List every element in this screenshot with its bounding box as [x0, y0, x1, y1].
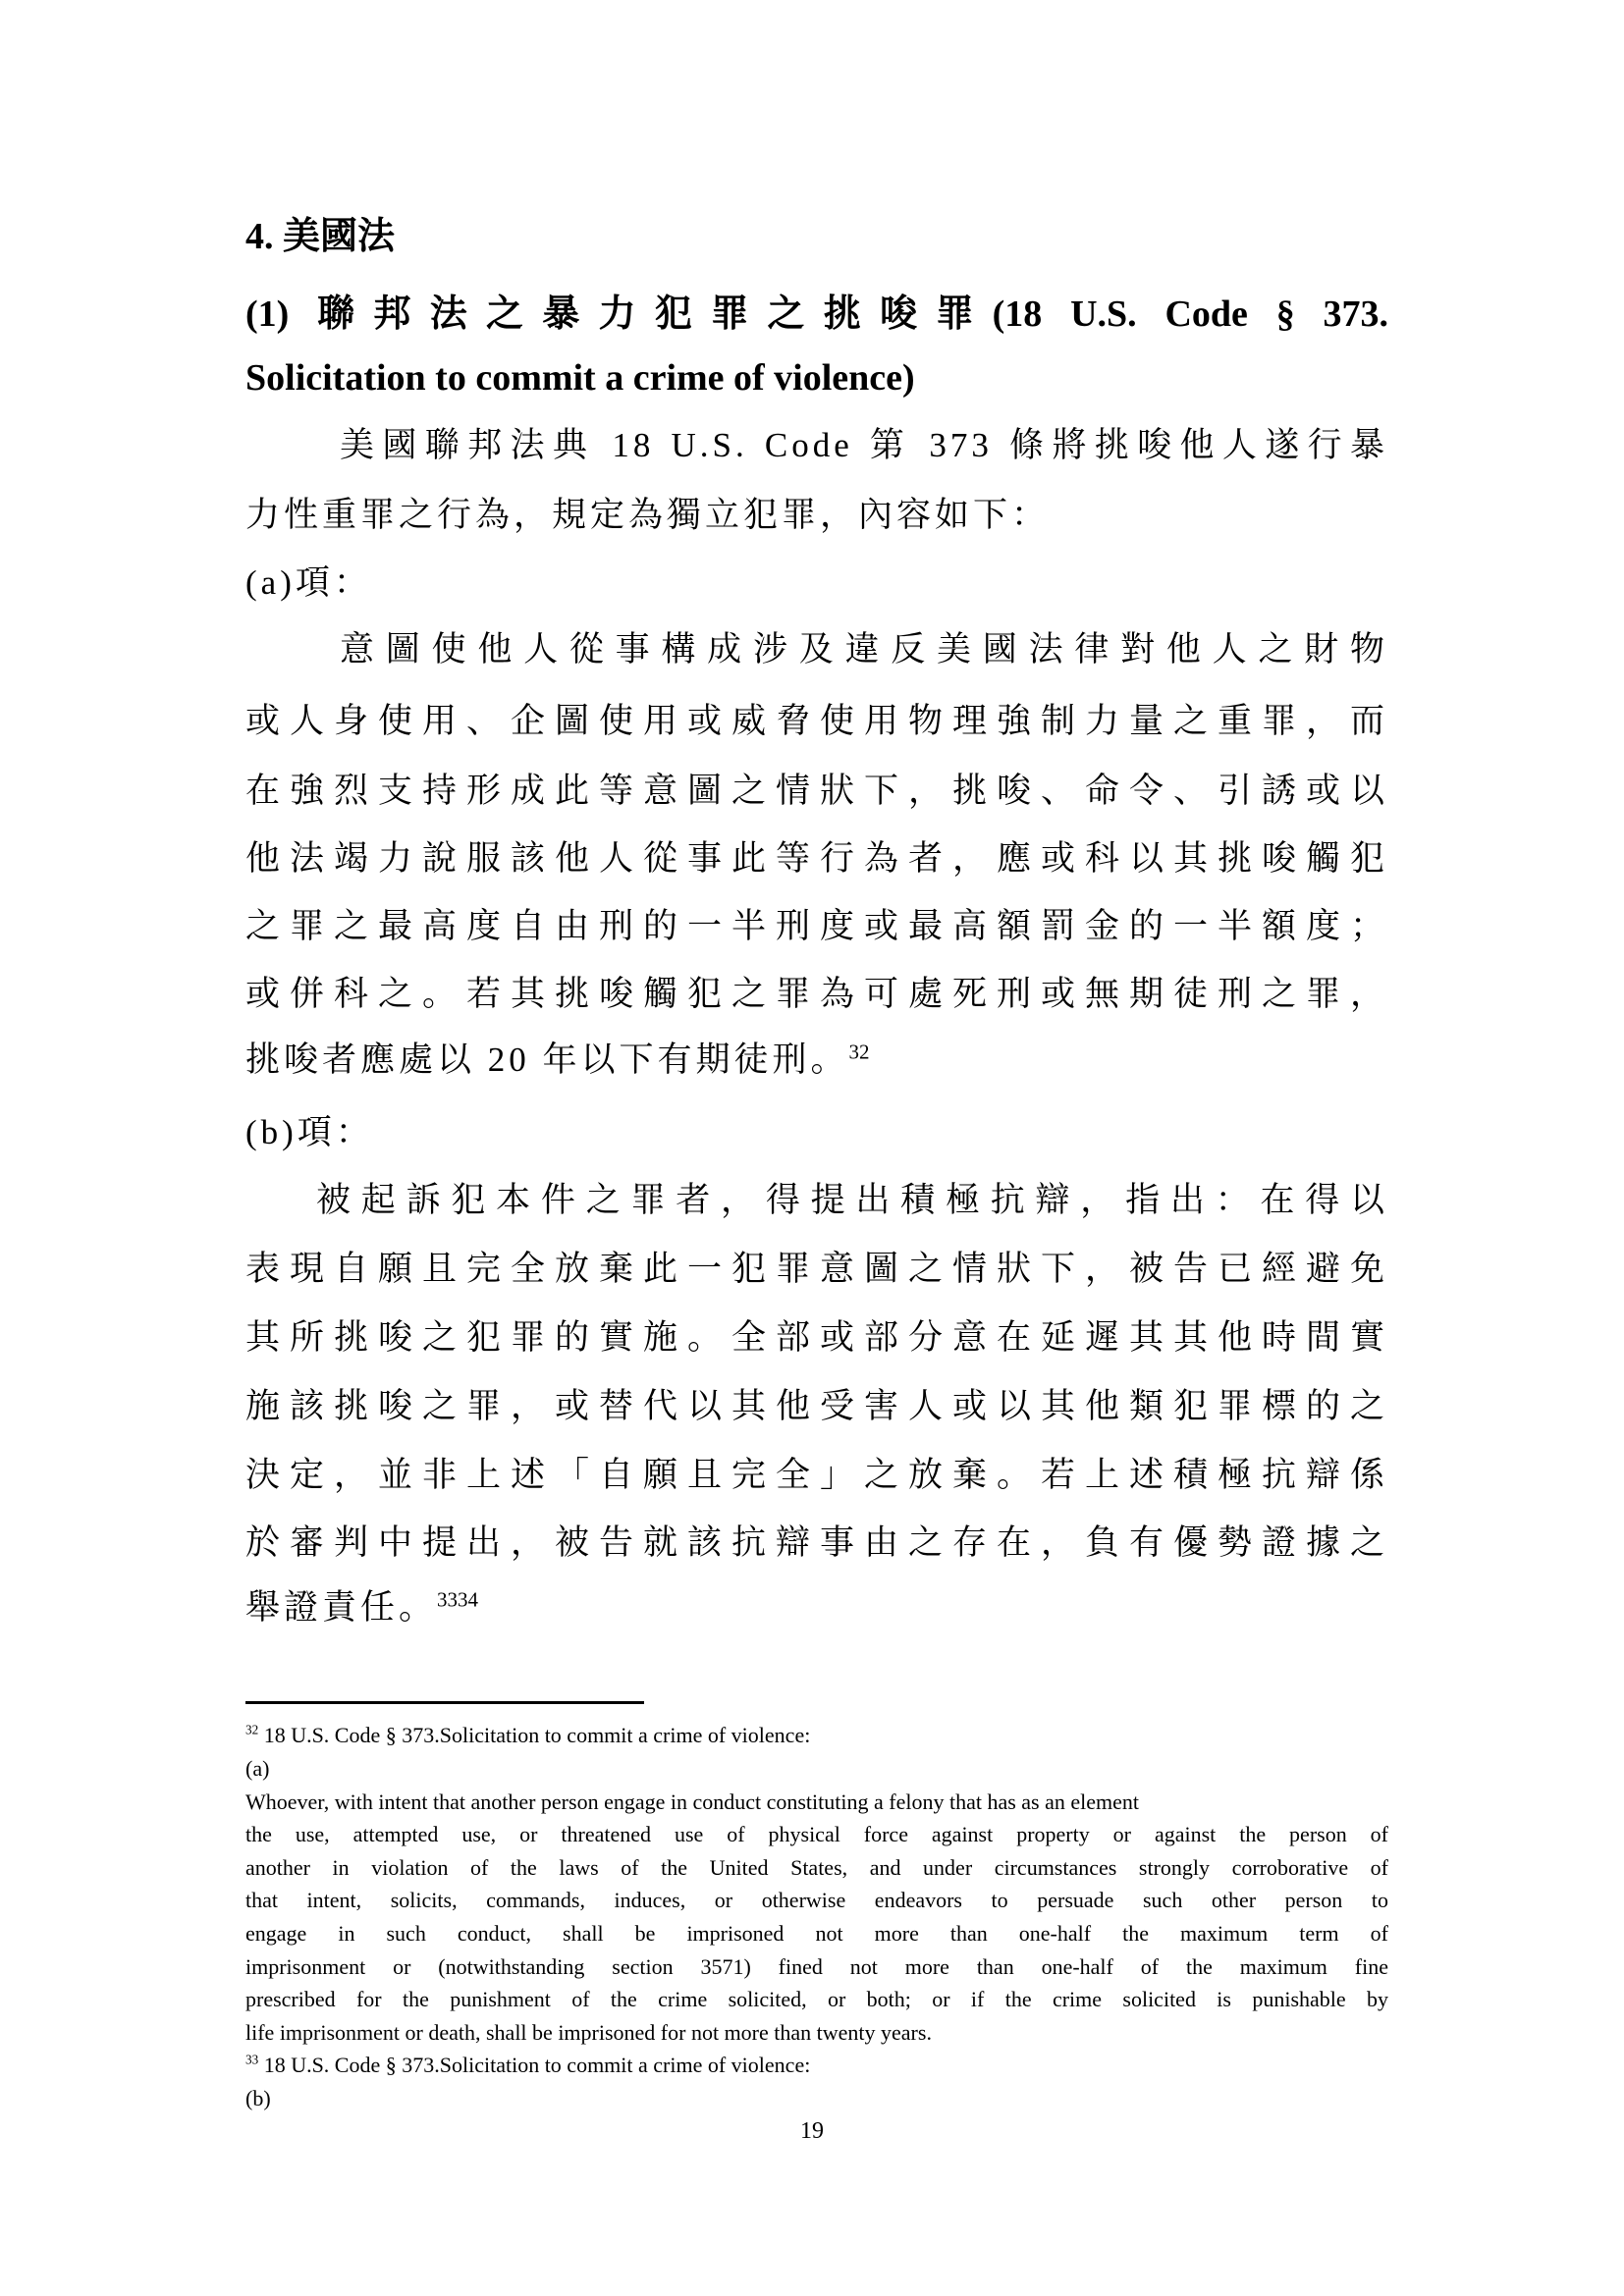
footnote-line — [245, 1818, 1388, 1851]
footnote-line — [245, 1884, 1388, 1917]
section-heading: 4. 美國法 — [245, 216, 396, 257]
body-text: 力性重罪之行為，規定為獨立犯罪，內容如下： — [245, 496, 1051, 534]
footnote-line — [245, 1752, 1388, 1786]
footnote-line — [245, 2082, 1388, 2115]
footnote-line — [245, 2016, 1388, 2050]
body-text: 他法竭力說服該他人從事此等行為者，應或科以其挑唆觸犯 — [245, 839, 1388, 878]
subsection-heading-line-1: (1) 聯邦法之暴力犯罪之挑唆罪(18 U.S. Code § 373. — [245, 294, 1388, 335]
footnote-text: imprisonment or (notwithstanding section 3571) fined not more than one-half of the maximum fine — [245, 1954, 1388, 1979]
footnote-line — [245, 1851, 1388, 1885]
body-text: 之罪之最高度自由刑的一半刑度或最高額罰金的一半額度； — [245, 907, 1388, 945]
footnote-ref[interactable]: 3334 — [437, 1587, 479, 1612]
footnote-number: 32 — [245, 1722, 259, 1737]
body-text: 被起訴犯本件之罪者，得提出積極抗辯，指出：在得以 — [316, 1181, 1388, 1219]
subsection-heading-line-2: Solicitation to commit a crime of violence) — [245, 357, 915, 399]
footnote-text: Whoever, with intent that another person engage in conduct constituting a felony that has as an element — [245, 1789, 1140, 1814]
body-line — [340, 620, 1388, 679]
body-text: (b)項： — [245, 1113, 374, 1151]
body-text: (a)項： — [245, 563, 372, 602]
body-line — [245, 1377, 1388, 1436]
footnote-number: 33 — [245, 2052, 259, 2067]
footnote-text: 18 U.S. Code § 373.Solicitation to commit a crime of violence: — [258, 1723, 811, 1747]
footnote-line — [245, 1786, 1388, 1819]
body-text: 挑唆者應處以 20 年以下有期徒刑。 — [245, 1041, 849, 1079]
body-text: 舉證責任。 — [245, 1588, 438, 1627]
body-line — [340, 416, 1388, 475]
footnote-line — [245, 1719, 1388, 1752]
body-line — [245, 1031, 1388, 1090]
body-text: 其所挑唆之犯罪的實施。全部或部分意在延遲其其他時間實 — [245, 1318, 1388, 1357]
body-line — [245, 554, 1388, 613]
body-text: 決定，並非上述「自願且完全」之放棄。若上述積極抗辯係 — [245, 1456, 1388, 1494]
body-line — [245, 1446, 1388, 1505]
footnote-ref[interactable]: 32 — [848, 1040, 870, 1064]
body-line — [245, 965, 1388, 1024]
footnote-separator — [245, 1701, 644, 1704]
body-text: 施該挑唆之罪，或替代以其他受害人或以其他類犯罪標的之 — [245, 1387, 1388, 1425]
footnote-text: prescribed for the punishment of the crime solicited, or both; or if the crime solicited is punishable by — [245, 1987, 1388, 2011]
footnote-line — [245, 1983, 1388, 2016]
body-text: 於審判中提出，被告就該抗辯事由之存在，負有優勢證據之 — [245, 1523, 1388, 1562]
footnote-line — [245, 2049, 1388, 2082]
footnote-text: another in violation of the laws of the United States, and under circumstances strongly corroborative of — [245, 1855, 1388, 1880]
body-text: 或人身使用、企圖使用或威脅使用物理強制力量之重罪，而 — [245, 702, 1388, 740]
body-line — [245, 1308, 1388, 1367]
body-line — [245, 897, 1388, 956]
footnote-text: that intent, solicits, commands, induces, or otherwise endeavors to persuade such other person to — [245, 1888, 1388, 1912]
body-line — [245, 762, 1388, 821]
page-number: 19 — [800, 2118, 824, 2144]
footnote-text: engage in such conduct, shall be imprisoned not more than one-half the maximum term of — [245, 1921, 1388, 1946]
body-line — [245, 1240, 1388, 1299]
footnote-text: (b) — [245, 2086, 271, 2110]
body-text: 在強烈支持形成此等意圖之情狀下，挑唆、命令、引誘或以 — [245, 772, 1388, 810]
footnote-text: 18 U.S. Code § 373.Solicitation to commit a crime of violence: — [258, 2053, 811, 2077]
footnote-line — [245, 1950, 1388, 1984]
footnote-text: (a) — [245, 1756, 270, 1781]
body-line — [245, 1514, 1388, 1573]
footnote-text: life imprisonment or death, shall be imprisoned for not more than twenty years. — [245, 2020, 932, 2045]
body-line — [245, 486, 1388, 545]
body-line — [245, 692, 1388, 751]
body-text: 意圖使他人從事構成涉及違反美國法律對他人之財物 — [340, 630, 1388, 668]
body-line — [245, 1103, 1388, 1162]
body-line — [245, 829, 1388, 888]
footnote-text: the use, attempted use, or threatened use of physical force against property or against the person of — [245, 1822, 1388, 1846]
footnote-line — [245, 1917, 1388, 1950]
body-line — [245, 1578, 1388, 1637]
body-text: 或併科之。若其挑唆觸犯之罪為可處死刑或無期徒刑之罪， — [245, 975, 1388, 1013]
body-text: 美國聯邦法典 18 U.S. Code 第 373 條將挑唆他人遂行暴 — [340, 426, 1388, 464]
body-text: 表現自願且完全放棄此一犯罪意圖之情狀下，被告已經避免 — [245, 1250, 1388, 1288]
body-line — [316, 1171, 1388, 1230]
